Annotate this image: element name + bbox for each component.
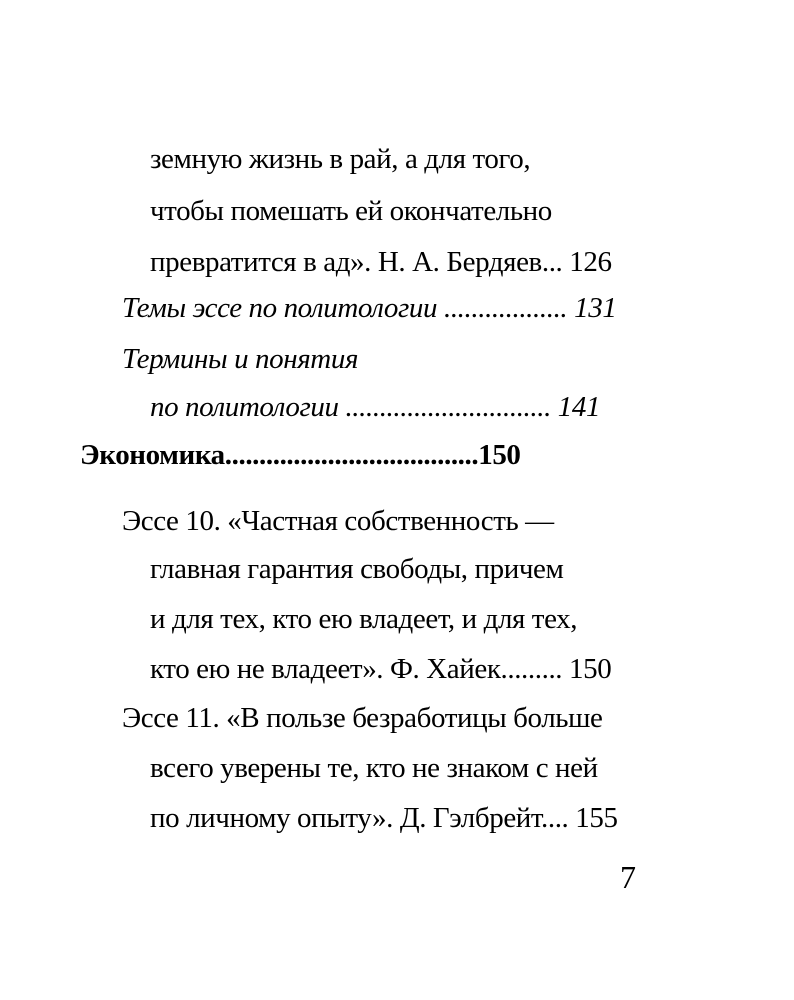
toc-entry-politics-terms-line2: по политологии .............................. 141 (150, 391, 601, 423)
toc-entry-essay10-line1: Эссе 10. «Частная собственность — (122, 505, 554, 537)
toc-entry-essay11-line2: всего уверены те, кто не знаком с ней (150, 752, 598, 784)
toc-entry-politics-topics: Темы эссе по политологии .................. 131 (122, 292, 617, 324)
toc-entry-essay9-line3: превратится в ад». Н. А. Бердяев... 126 (150, 246, 612, 278)
toc-entry-essay10-line4: кто ею не владеет». Ф. Хайек......... 150 (150, 653, 612, 685)
toc-entry-politics-terms-line1: Термины и понятия (122, 343, 359, 375)
toc-entry-essay11-line1: Эссе 11. «В пользе безработицы больше (122, 702, 603, 734)
page-number: 7 (620, 859, 636, 895)
toc-entry-essay9-line2: чтобы помешать ей окончательно (150, 195, 552, 227)
toc-entry-essay10-line3: и для тех, кто ею владеет, и для тех, (150, 603, 578, 635)
toc-entry-essay10-line2: главная гарантия свободы, причем (150, 553, 564, 585)
toc-entry-essay11-line3: по личному опыту». Д. Гэлбрейт.... 155 (150, 802, 618, 834)
toc-entry-essay9-line1: земную жизнь в рай, а для того, (150, 143, 531, 175)
toc-section-economics: Экономика.....................................150 (80, 439, 521, 471)
